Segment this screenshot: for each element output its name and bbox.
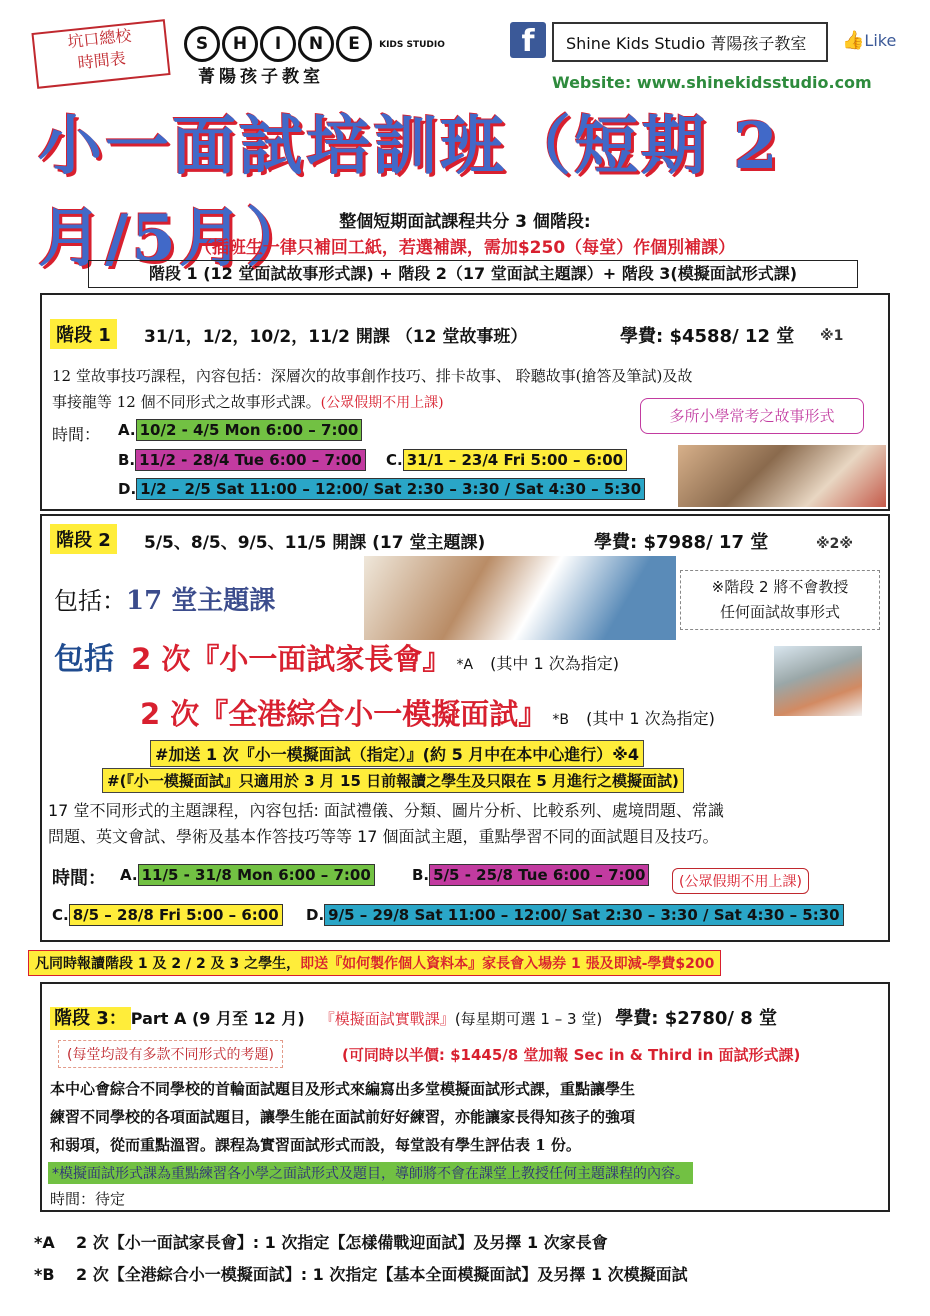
stage3-label: 階段 3： <box>50 1007 131 1030</box>
mock-note: (其中 1 次為指定) <box>586 709 715 728</box>
logo-letter: H <box>222 26 258 62</box>
stage2-include <box>54 580 275 617</box>
slot-prefix: A. <box>118 421 136 439</box>
stage1-label: 階段 1 <box>50 319 117 349</box>
stage2-bonus2: #(『小一模擬面試』只適用於 3 月 15 日前報讀之學生及只限在 5 月進行之模擬面試) <box>102 768 684 793</box>
stage2-holiday: (公眾假期不用上課) <box>672 868 809 894</box>
stage3-green-note: *模擬面試形式課為重點練習各小學之面試形式及題目，導師將不會在課堂上教授任何主題課程的內容。 <box>48 1162 693 1184</box>
logo-side-text: KIDS STUDIO <box>379 39 445 50</box>
logo-chinese: 菁陽孩子教室 <box>198 67 324 87</box>
stage2-box <box>40 514 890 942</box>
stage3-part: Part A (9 月至 12 月) <box>130 1009 305 1028</box>
stage2-desc2: 問題、英文會試、學術及基本作答技巧等等 17 個面試主題，重點學習不同的面試題目及技巧。 <box>48 827 719 846</box>
stage2-slot-d <box>306 906 844 924</box>
slot-time: 9/5 – 29/8 Sat 11:00 – 12:00/ Sat 2:30 – 3:30 / Sat 4:30 – 5:30 <box>324 904 843 926</box>
footnote-mark: *A <box>34 1233 55 1252</box>
stage1-slot-b <box>118 451 366 469</box>
parent-note: (其中 1 次為指定) <box>490 654 619 673</box>
shine-logo <box>184 26 445 87</box>
children-photo <box>678 445 886 507</box>
school-stamp <box>31 19 170 89</box>
promo-banner <box>28 950 721 976</box>
stage1-time-label: 時間： <box>52 425 101 444</box>
include-prefix: 包括： <box>54 587 126 615</box>
logo-letter: S <box>184 26 220 62</box>
like-label: Like <box>864 31 897 50</box>
stage3-weekly: (每星期可選 1 – 3 堂) <box>454 1010 603 1028</box>
footnote-b <box>34 1262 688 1285</box>
slot-prefix: D. <box>306 906 325 924</box>
logo-letter: E <box>336 26 372 62</box>
stage1-desc1: 12 堂故事技巧課程，內容包括：深層次的故事創作技巧、排卡故事、 聆聽故事(搶答及筆試)及故 <box>52 367 693 385</box>
footnote-a <box>34 1230 608 1253</box>
page-title: 小一面試培訓班（短期 2月/5月） <box>38 109 781 276</box>
stage1-desc2 <box>52 391 444 412</box>
stage1-desc2-text: 事接龍等 12 個不同形式之故事形式課。 <box>52 393 321 411</box>
slot-prefix: C. <box>386 451 403 469</box>
stage1-slot-d <box>118 480 645 498</box>
slot-prefix: A. <box>120 866 138 884</box>
stage2-mock-interview <box>140 692 715 733</box>
intro-line3: 階段 1 (12 堂面試故事形式課) + 階段 2（17 堂面試主題課）+ 階段 3(模擬面試形式課) <box>88 260 858 288</box>
slot-prefix: B. <box>412 866 430 884</box>
mock-mark: *B <box>552 712 569 728</box>
stage3-desc2: 練習不同學校的各項面試題目，讓學生能在面試前好好練習，亦能讓家長得知孩子的強項 <box>50 1108 636 1126</box>
stage2-slot-a <box>120 866 375 884</box>
stage3-desc1: 本中心會綜合不同學校的首輪面試題目及形式來編寫出多堂模擬面試形式課，重點讓學生 <box>50 1080 636 1098</box>
stage3-desc3: 和弱項，從而重點溫習。課程為實習面試形式而設，每堂設有學生評估表 1 份。 <box>50 1136 581 1154</box>
stage2-label: 階段 2 <box>50 524 117 554</box>
stage2-note-box <box>680 570 880 630</box>
promo-red: 即送『如何製作個人資料本』家長會入場券 1 張及即減-學費$200 <box>300 956 715 972</box>
facebook-icon[interactable]: f <box>510 22 546 58</box>
stage1-holiday: (公眾假期不用上課) <box>320 395 444 411</box>
footnote-mark: *B <box>34 1265 55 1284</box>
slot-time: 10/2 - 4/5 Mon 6:00 – 7:00 <box>136 419 363 441</box>
stage2-dates: 5/5、8/5、9/5、11/5 開課 (17 堂主題課) <box>144 533 486 553</box>
child-photo <box>774 646 862 716</box>
logo-letter: I <box>260 26 296 62</box>
slot-time: 31/1 – 23/4 Fri 5:00 – 6:00 <box>403 449 627 471</box>
stage1-fee: 學費: $4588/ 12 堂 <box>620 326 795 347</box>
slot-time: 5/5 - 25/8 Tue 6:00 – 7:00 <box>429 864 649 886</box>
stage2-slot-b <box>412 866 649 884</box>
stage3-time: 時間：待定 <box>50 1190 126 1208</box>
include-topic: 17 堂主題課 <box>126 586 276 616</box>
website-link[interactable]: Website: www.shinekidsstudio.com <box>552 73 872 92</box>
stamp-line1: 坑口總校 <box>66 25 133 52</box>
slot-prefix: B. <box>118 451 136 469</box>
stage3-half-price: (可同時以半價: $1445/8 堂加報 Sec in & Third in 面試形式課) <box>342 1046 801 1064</box>
slot-time: 11/5 - 31/8 Mon 6:00 – 7:00 <box>138 864 375 886</box>
intro-line2: （插班生一律只補回工紙，若選補課，需加$250（每堂）作個別補課） <box>194 238 736 258</box>
stage1-callout: 多所小學常考之故事形式 <box>640 398 864 434</box>
slot-time: 11/2 - 28/4 Tue 6:00 – 7:00 <box>135 449 366 471</box>
mock-interview-text: 2 次『全港綜合小一模擬面試』 <box>140 697 548 731</box>
stage2-parent-meeting <box>54 634 619 678</box>
stamp-line2: 時間表 <box>76 48 127 73</box>
stage2-desc1: 17 堂不同形式的主題課程，內容包括: 面試禮儀、分類、圖片分析、比較系列、處境問題、常識 <box>48 801 724 820</box>
slot-time: 8/5 – 28/8 Fri 5:00 – 6:00 <box>69 904 283 926</box>
stage1-slot-c <box>386 451 627 469</box>
stage1-dates: 31/1，1/2，10/2，11/2 開課 （12 堂故事班） <box>144 327 528 347</box>
intro-line1: 整個短期面試課程共分 3 個階段: <box>339 212 591 232</box>
stage3-dashed-note: (每堂均設有多款不同形式的考題) <box>58 1040 283 1068</box>
stage3-header <box>50 1004 777 1030</box>
parent-mark: *A <box>456 657 474 673</box>
classroom-photo <box>364 556 676 640</box>
slot-prefix: C. <box>52 906 69 924</box>
stage2-time-label: 時間： <box>52 868 106 889</box>
stage1-box <box>40 293 890 511</box>
footnote-text: 2 次【全港綜合小一模擬面試】: 1 次指定【基本全面模擬面試】及另擇 1 次模擬面試 <box>76 1265 688 1284</box>
parent-meeting-text: 2 次『小一面試家長會』 <box>131 642 452 676</box>
facebook-page-name[interactable]: Shine Kids Studio 菁陽孩子教室 <box>552 22 828 62</box>
stage2-slot-c <box>52 906 283 924</box>
note-box-line1: ※階段 2 將不會教授 <box>711 578 849 596</box>
stage1-slot-a <box>118 421 362 439</box>
thumbs-up-icon: 👍 <box>842 30 865 51</box>
stage1-fee-note: ※1 <box>820 328 844 344</box>
slot-prefix: D. <box>118 480 137 498</box>
include2-prefix: 包括 <box>54 642 114 677</box>
stage3-fee: 學費: $2780/ 8 堂 <box>615 1008 777 1029</box>
stage3-course: 『模擬面試實戰課』 <box>319 1010 455 1028</box>
stage2-fee-note: ※2※ <box>816 536 853 552</box>
like-button[interactable] <box>842 30 896 51</box>
promo-black: 凡同時報讀階段 1 及 2 / 2 及 3 之學生， <box>35 956 301 972</box>
stage3-box <box>40 982 890 1212</box>
footnote-text: 2 次【小一面試家長會】: 1 次指定【怎樣備戰迎面試】及另擇 1 次家長會 <box>76 1233 608 1252</box>
slot-time: 1/2 – 2/5 Sat 11:00 – 12:00/ Sat 2:30 – 3:30 / Sat 4:30 – 5:30 <box>136 478 645 500</box>
stage2-fee: 學費: $7988/ 17 堂 <box>594 532 769 553</box>
logo-letter: N <box>298 26 334 62</box>
note-box-line2: 任何面試故事形式 <box>719 603 840 621</box>
stage2-bonus1: #加送 1 次『小一模擬面試（指定）』(約 5 月中在本中心進行）※4 <box>150 740 644 767</box>
